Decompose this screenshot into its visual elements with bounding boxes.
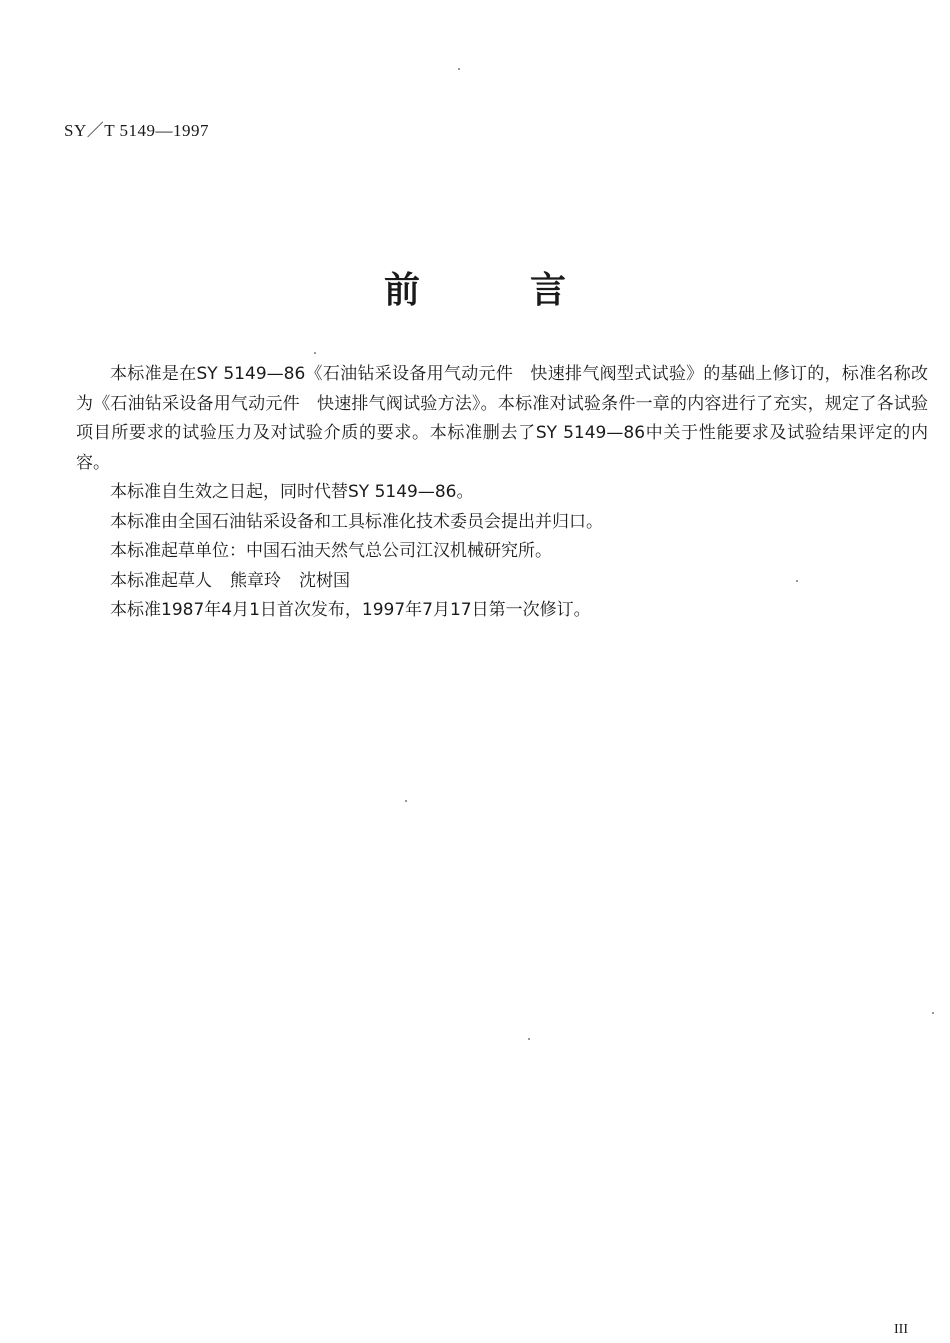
title-char-1: 前: [383, 270, 420, 311]
document-code: SY／T 5149—1997: [64, 121, 210, 140]
scan-speck: [314, 352, 316, 354]
scan-speck: [528, 1038, 530, 1040]
scan-speck: [458, 68, 460, 70]
foreword-line-history: 本标准1987年4月1日首次发布，1997年7月17日第一次修订。: [110, 600, 591, 620]
foreword-paragraph-1: 本标准是在SY 5149—86《石油钻采设备用气动元件 快速排气阀型式试验》的基础上修订的，标准名称改为《石油钻采设备用气动元件 快速排气阀试验方法》。本标准对试验条件一章的内容进行了充实，规定了各试验项目所要求的试验压力及对试验介质的要求。本标准删去了SY 5149—86中关于性能要求及试验结果评定的内容。: [76, 364, 928, 473]
foreword-line-drafters: [76, 567, 928, 597]
scan-speck: [932, 1012, 934, 1014]
foreword-line-supersede: 本标准自生效之日起，同时代替SY 5149—86。: [110, 482, 474, 502]
foreword-line-proposer: 本标准由全国石油钻采设备和工具标准化技术委员会提出并归口。: [110, 511, 603, 532]
scan-speck: [796, 580, 798, 582]
scan-speck: [405, 800, 407, 802]
drafter-name-2: 沈树国: [299, 570, 350, 591]
drafters-label: 本标准起草人: [110, 570, 212, 591]
foreword-body: [76, 360, 928, 626]
title-char-2: 言: [530, 270, 567, 311]
foreword-line-drafting-unit: 本标准起草单位：中国石油天然气总公司江汉机械研究所。: [110, 541, 552, 561]
page-title: [0, 262, 950, 313]
drafter-name-1: 熊章玲: [230, 570, 281, 591]
page-number: III: [894, 1322, 908, 1337]
